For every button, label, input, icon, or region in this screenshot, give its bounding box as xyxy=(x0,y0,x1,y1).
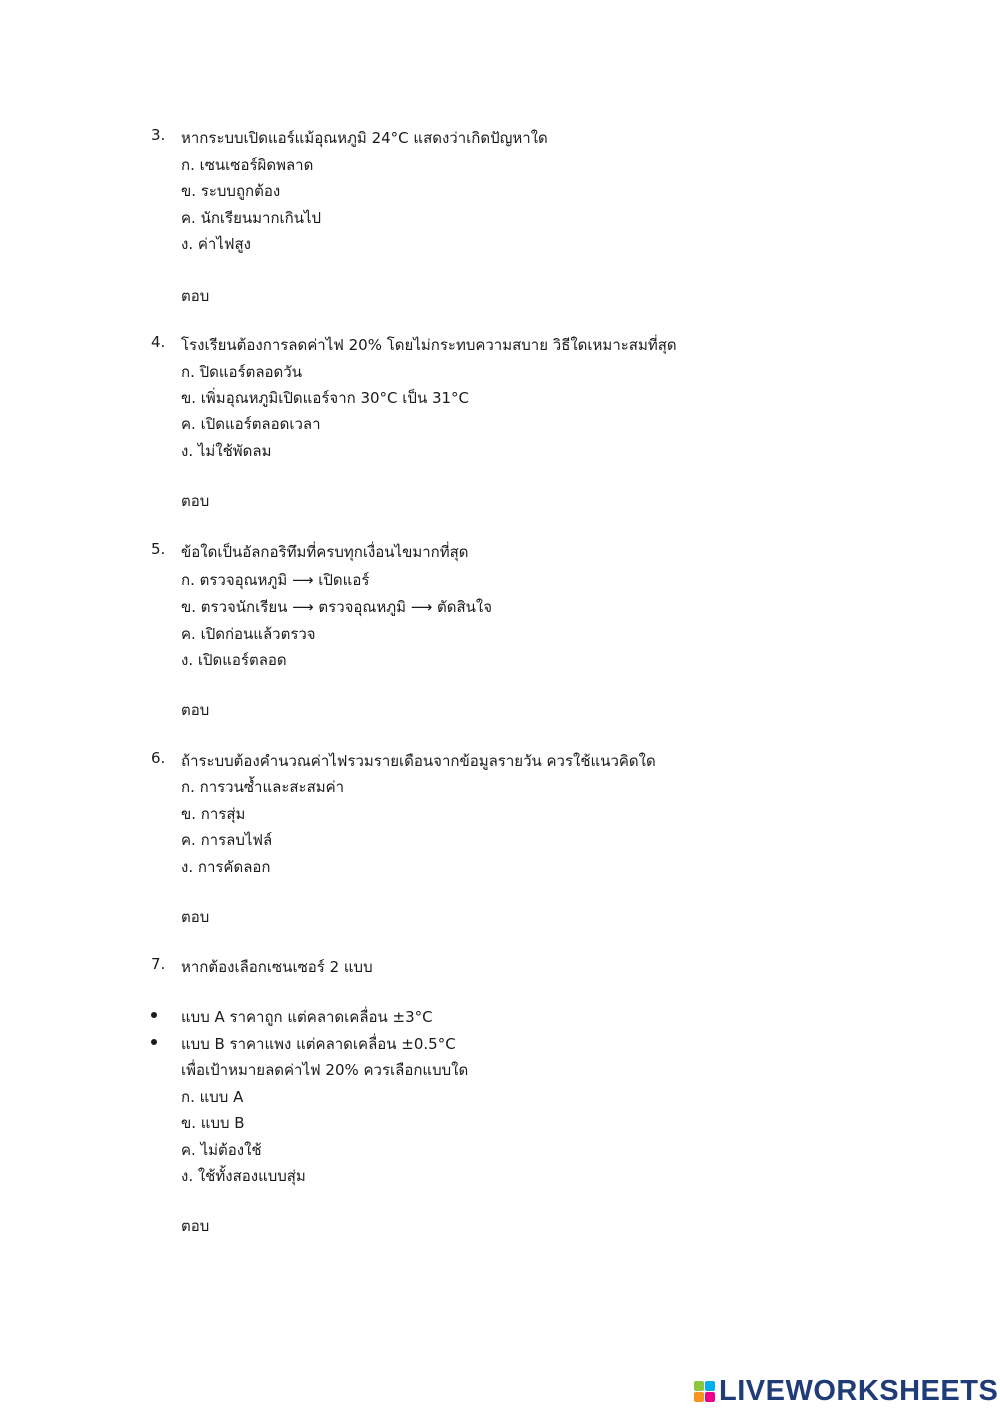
logo-square-icon xyxy=(694,1381,704,1391)
option-c[interactable]: ค. เปิดก่อนแล้วตรวจ xyxy=(181,625,316,643)
question-text: โรงเรียนต้องการลดค่าไฟ 20% โดยไม่กระทบความสบาย วิธีใดเหมาะสมที่สุด xyxy=(181,336,677,354)
option-b[interactable]: ข. แบบ B xyxy=(181,1114,245,1132)
answer-label: ตอบ xyxy=(181,492,210,510)
logo-square-icon xyxy=(705,1381,715,1391)
question-text: หากระบบเปิดแอร์แม้อุณหภูมิ 24°C แสดงว่าเกิดปัญหาใด xyxy=(181,129,548,147)
question-text: ถ้าระบบต้องคำนวณค่าไฟรวมรายเดือนจากข้อมูลรายวัน ควรใช้แนวคิดใด xyxy=(181,752,656,770)
option-c[interactable]: ค. นักเรียนมากเกินไป xyxy=(181,209,322,227)
bullet-item: แบบ B ราคาแพง แต่คลาดเคลื่อน ±0.5°C xyxy=(181,1035,456,1053)
answer-label: ตอบ xyxy=(181,908,210,926)
answer-label: ตอบ xyxy=(181,701,210,719)
bullet-item: แบบ A ราคาถูก แต่คลาดเคลื่อน ±3°C xyxy=(181,1008,433,1026)
bullet-icon xyxy=(151,1039,157,1045)
option-a[interactable]: ก. เซนเซอร์ผิดพลาด xyxy=(181,156,314,174)
question-number: 5. xyxy=(151,540,166,558)
question-number: 7. xyxy=(151,955,166,973)
option-d[interactable]: ง. เปิดแอร์ตลอด xyxy=(181,651,287,669)
option-c[interactable]: ค. เปิดแอร์ตลอดเวลา xyxy=(181,415,321,433)
option-c[interactable]: ค. ไม่ต้องใช้ xyxy=(181,1141,262,1159)
logo-square-icon xyxy=(694,1392,704,1402)
option-b[interactable]: ข. การสุ่ม xyxy=(181,805,246,823)
answer-label: ตอบ xyxy=(181,1217,210,1235)
liveworksheets-logo[interactable] xyxy=(694,1376,998,1406)
option-b[interactable]: ข. ระบบถูกต้อง xyxy=(181,182,281,200)
liveworksheets-logo-icon xyxy=(694,1381,715,1402)
bullet-icon xyxy=(151,1012,157,1018)
question-subtext: เพื่อเป้าหมายลดค่าไฟ 20% ควรเลือกแบบใด xyxy=(181,1061,469,1079)
option-a[interactable]: ก. ตรวจอุณหภูมิ ⟶ เปิดแอร์ xyxy=(181,571,370,589)
question-number: 4. xyxy=(151,333,166,351)
option-c[interactable]: ค. การลบไฟล์ xyxy=(181,831,273,849)
option-a[interactable]: ก. ปิดแอร์ตลอดวัน xyxy=(181,363,302,381)
option-b[interactable]: ข. เพิ่มอุณหภูมิเปิดแอร์จาก 30°C เป็น 31°C xyxy=(181,389,470,407)
question-number: 6. xyxy=(151,749,166,767)
logo-text: LIVEWORKSHEETS xyxy=(719,1374,999,1407)
logo-square-icon xyxy=(705,1392,715,1402)
option-d[interactable]: ง. ไม่ใช้พัดลม xyxy=(181,442,272,460)
question-text: ข้อใดเป็นอัลกอริทึมที่ครบทุกเงื่อนไขมากที่สุด xyxy=(181,543,469,561)
option-a[interactable]: ก. แบบ A xyxy=(181,1088,244,1106)
answer-label: ตอบ xyxy=(181,287,210,305)
option-b[interactable]: ข. ตรวจนักเรียน ⟶ ตรวจอุณหภูมิ ⟶ ตัดสินใจ xyxy=(181,598,493,616)
option-d[interactable]: ง. การคัดลอก xyxy=(181,858,271,876)
option-d[interactable]: ง. ใช้ทั้งสองแบบสุ่ม xyxy=(181,1167,306,1185)
question-text: หากต้องเลือกเซนเซอร์ 2 แบบ xyxy=(181,958,373,976)
option-d[interactable]: ง. ค่าไฟสูง xyxy=(181,235,251,253)
option-a[interactable]: ก. การวนซ้ำและสะสมค่า xyxy=(181,778,345,796)
question-number: 3. xyxy=(151,126,166,144)
